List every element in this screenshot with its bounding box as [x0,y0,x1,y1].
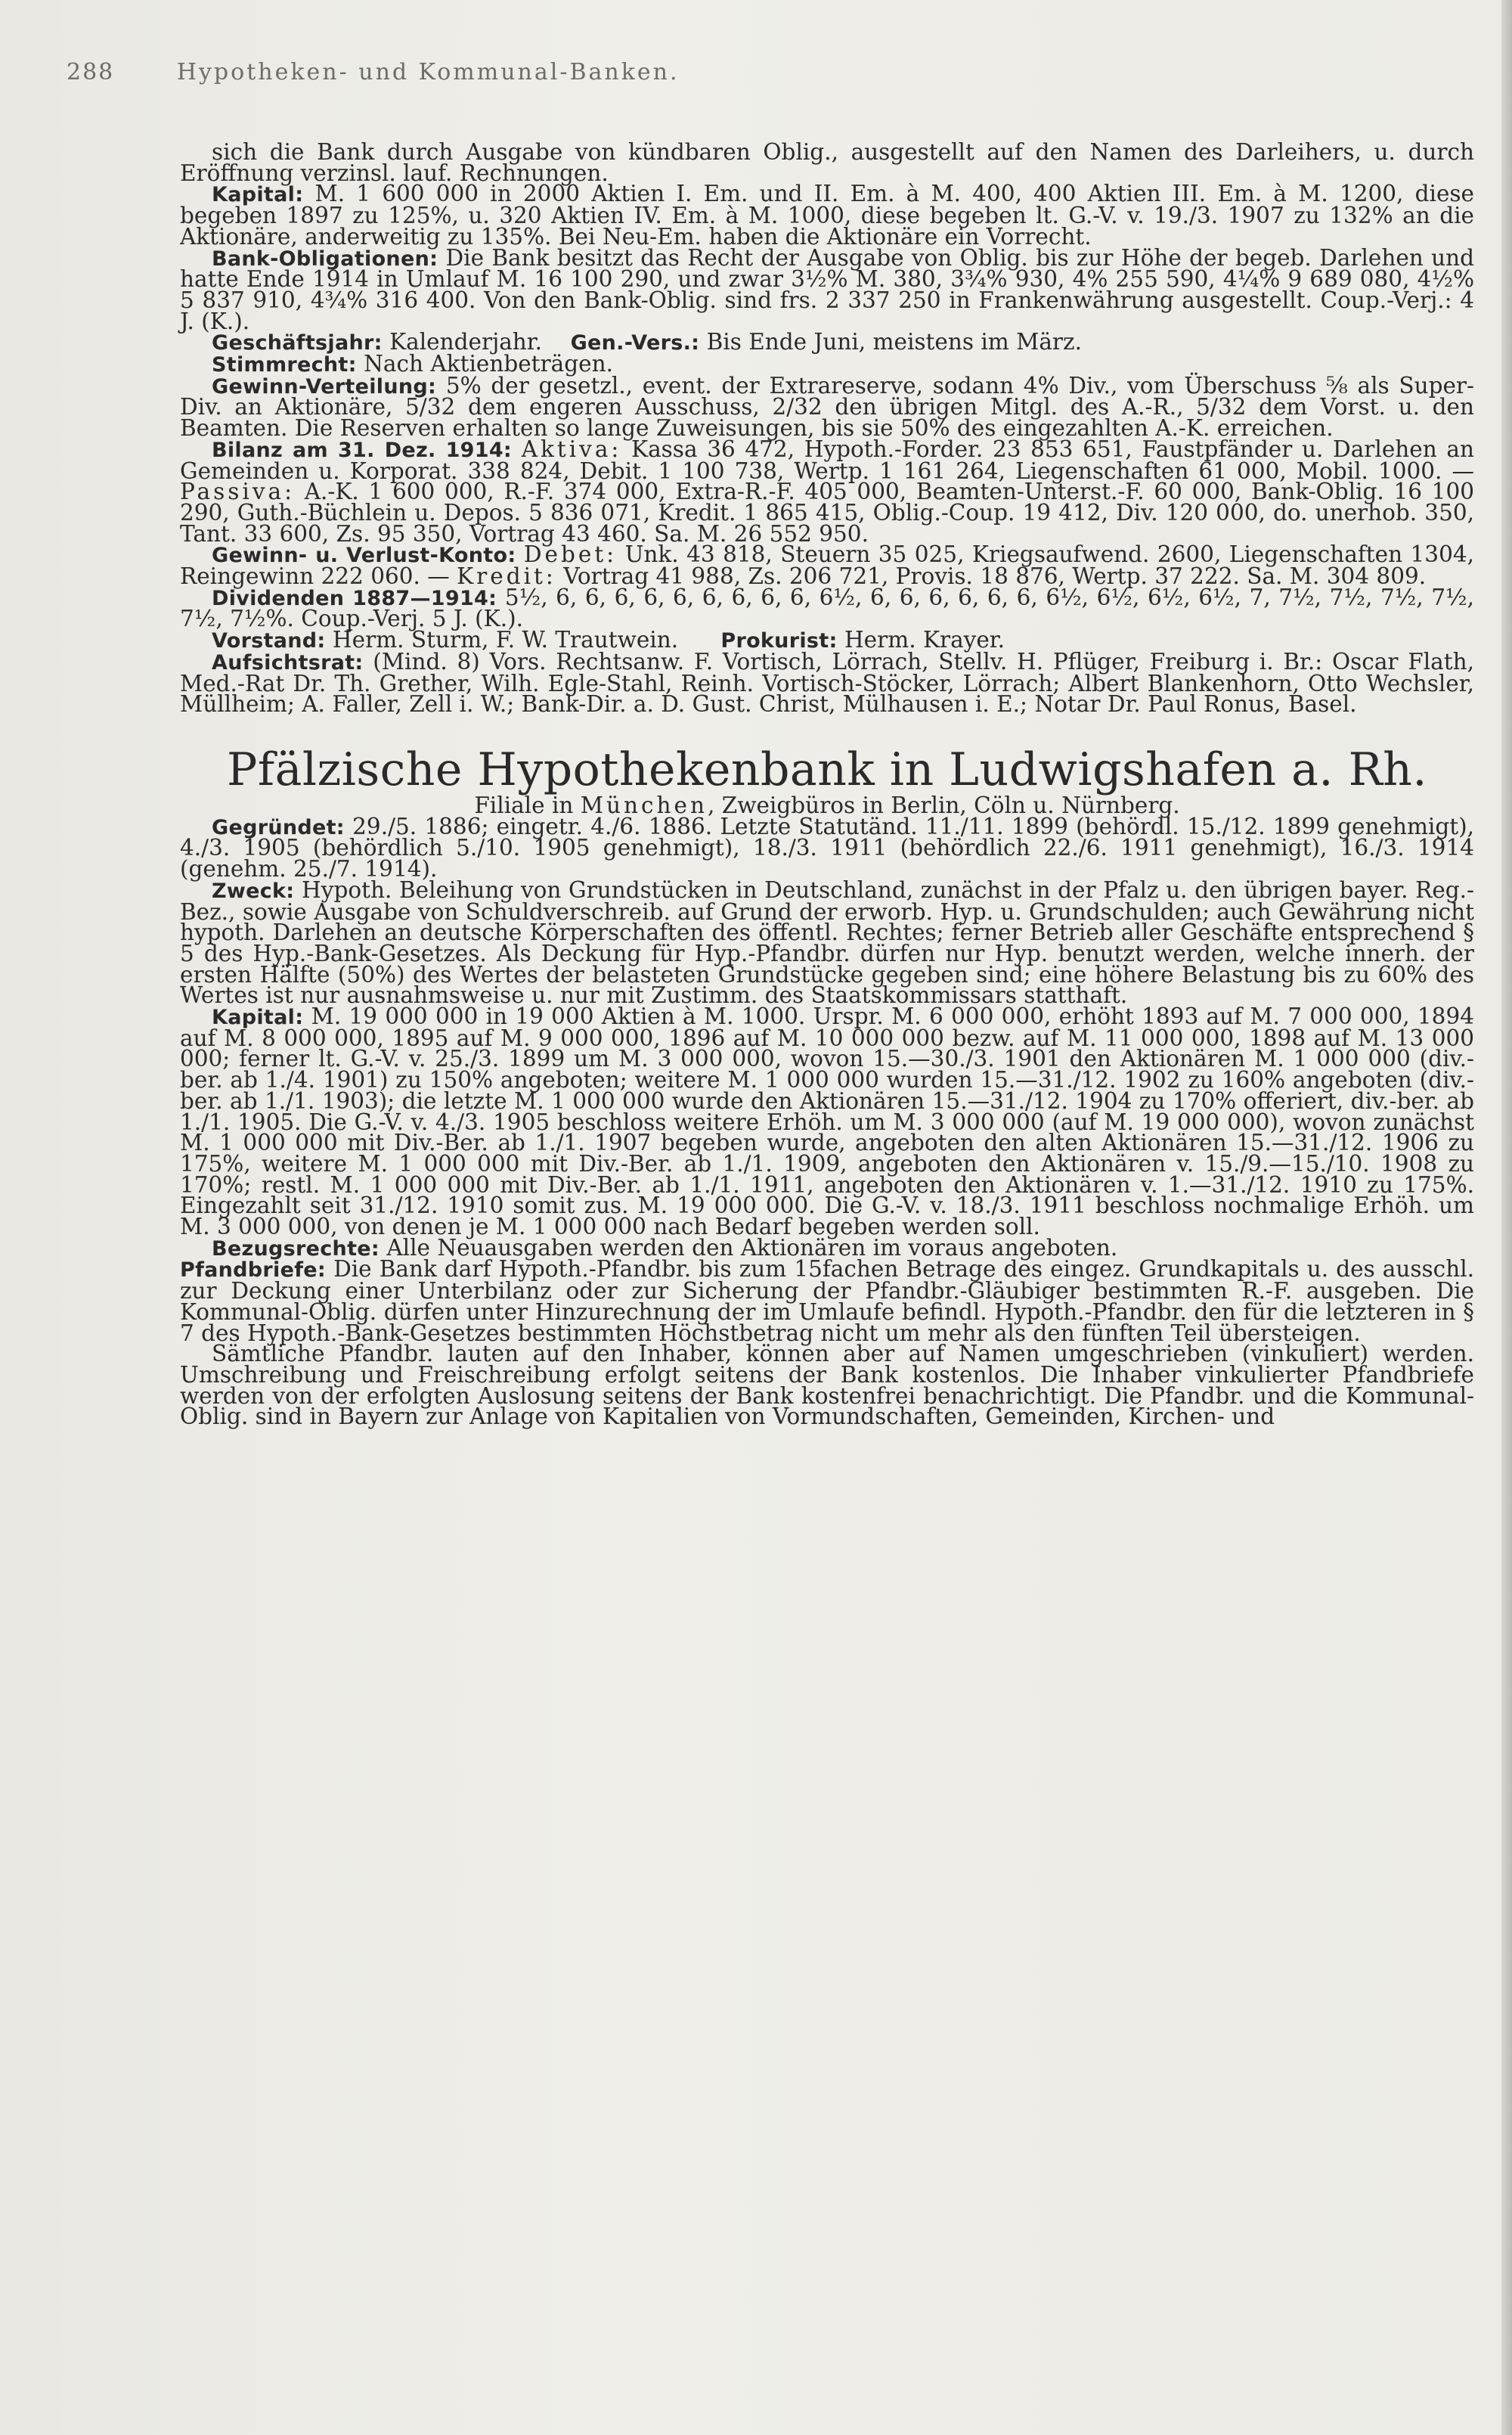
section1-intro: sich die Bank durch Ausgabe von kündbaren Oblig., ausgestellt auf den Namen des Darleihers, u. durch Eröffnung verzinsl. lauf. Rechnungen. [180,139,1474,186]
aufsichtsrat-text: (Mind. 8) Vors. Rechtsanw. F. Vortisch, Lörrach, Stellv. H. Pflüger, Freiburg i. Br.: Oscar Flath, Med.-Rat Dr. Th. Grether, Wilh. Egle-Stahl, Reinh. Vortisch-Stöcker, Lörrach; Albert Blankenhorn, Otto Wechsler, Müllheim; A. Faller, Zell i. W.; Bank-Dir. a. D. Gust. Christ, Mülhausen i. E.; Notar Dr. Paul Ronus, Basel. [180,648,1474,718]
section1-aufsichtsrat [180,648,1474,718]
prokurist-label: Prokurist: [720,629,838,653]
body-text [180,139,1474,1430]
filiale-city: München [580,792,708,818]
running-header [67,59,680,85]
debet-text: Unk. 43 818, Steuern 35 025, Kriegsaufwend. 2600, Liegenschaften 1304, Reingewinn 222 060. — [180,541,1474,590]
gegruendet-label: Gegründet: [212,815,345,839]
bezugsrechte-text: Alle Neuausgaben werden den Aktionären im voraus angeboten. [380,1234,1118,1261]
section2-pfandbriefe [180,1256,1474,1346]
bilanz-label: Bilanz am 31. Dez. 1914: [212,438,513,462]
pfandbriefe-text: Die Bank darf Hypoth.-Pfandbr. bis zum 15fachen Betrage des eingez. Grundkapitals u. des ausschl. zur Deckung einer Unterbilanz oder zur Sicherung der Pfandbr.-Gläubiger bestimmten R.-F. ausgeben. Die Kommunal-Oblig. dürfen unter Hinzurechnung der im Umlaufe befindl. Hypoth.-Pfandbr. den für die letzteren in § 7 des Hypoth.-Bank-Gesetzes bestimmten Höchstbetrag nicht um mehr als den fünften Teil übersteigen. [180,1256,1474,1346]
zweck-text: Hypoth. Beleihung von Grundstücken in Deutschland, zunächst in der Pfalz u. den übrigen bayer. Reg.-Bez., sowie Ausgabe von Schuldverschreib. auf Grund der erworb. Hyp. u. Grundschulden; auch Gewährung nicht hypoth. Darlehen an deutsche Körperschaften des öffentl. Rechtes; ferner Betrieb aller Geschäfte entsprechend § 5 des Hyp.-Bank-Gesetzes. Als Deckung für Hyp.-Pfandbr. dürfen nur Hyp. benutzt werden, welche innerh. der ersten Hälfte (50%) des Wertes der belasteten Grundstücke gegeben sind; eine höhere Belastung bis zu 60% des Wertes ist nur ausnahmsweise u. nur mit Zustimm. des Staatskommissars statthaft. [180,876,1474,1009]
section2-zweck [180,876,1474,1009]
gewinn-verteilung-label: Gewinn-Verteilung: [212,374,437,399]
kapital-text: M. 1 600 000 in 2000 Aktien I. Em. und II. Em. à M. 400, 400 Aktien III. Em. à M. 1200, diese begeben 1897 zu 125%, u. 320 Aktien IV. Em. à M. 1000, diese begeben lt. G.-V. v. 19./3. 1907 zu 132% an die Aktionäre, anderweitig zu 135%. Bei Neu-Em. haben die Aktionäre ein Vorrecht. [180,181,1474,250]
zweck-label: Zweck: [212,879,295,903]
gen-vers-label: Gen.-Vers.: [570,331,700,355]
aufsichtsrat-label: Aufsichtsrat: [212,650,364,675]
running-title: Hypotheken- und Kommunal-Banken. [176,59,680,85]
page-binding-edge [1501,0,1512,2435]
section1-gewinn-verlust [180,541,1474,590]
obligationen-text: Die Bank besitzt das Recht der Ausgabe von Oblig. bis zur Höhe der begeb. Darlehen und hatte Ende 1914 in Umlauf M. 16 100 290, und zwar 3½% M. 380, 3¾% 930, 4% 255 590, 4¼% 9 689 080, 4½% 5 837 910, 4¾% 316 400. Von den Bank-Oblig. sind frs. 2 337 250 in Frankenwährung ausgestellt. Coup.-Verj.: 4 J. (K.). [180,244,1474,334]
bezugsrechte-label: Bezugsrechte: [212,1236,380,1261]
geschaeftsjahr-label: Geschäftsjahr: [212,331,383,355]
kredit-label: Kredit: [457,563,556,590]
filiale-post: , Zweigbüros in Berlin, Cöln u. Nürnberg. [707,792,1180,818]
aktiva-text: Kassa 36 472, Hypoth.-Forder. 23 853 651, Faustpfänder u. Darlehen an Gemeinden u. Korporat. 338 824, Debit. 1 100 738, Wertp. 1 161 264, Liegenschaften 61 000, Mobil. 1000. — [180,436,1474,484]
vorstand-label: Vorstand: [212,629,326,653]
section1-obligationen [180,244,1474,334]
section1-dividenden [180,584,1474,632]
gen-vers-text: Bis Ende Juni, meistens im März. [699,329,1082,355]
kapital2-label: Kapital: [212,1006,304,1030]
section1-gewinn-verteilung [180,372,1474,442]
passiva-label: Passiva: [180,479,296,505]
gegruendet-text: 29./5. 1886; eingetr. 4./6. 1886. Letzte Statutänd. 11./11. 1899 (behördl. 15./12. 1899 genehmigt), 4./3. 1905 (behördlich 5./10. 1905 genehmigt), 18./3. 1911 (behördlich 22./6. 1911 genehmigt), 16./3. 1914 (genehm. 25./7. 1914). [180,813,1474,882]
stimmrecht-text: Nach Aktienbeträgen. [356,351,613,377]
geschaeftsjahr-text: Kalenderjahr. [382,329,543,355]
guv-label: Gewinn- u. Verlust-Konto: [212,544,516,568]
debet-label: Debet: [523,541,618,568]
section2-pfandbriefe-cont: Sämtliche Pfandbr. lauten auf den Inhaber, können aber auf Namen umgeschrieben (vinkuliert) werden. Umschreibung und Freischreibung erfolgt seitens der Bank kostenlos. Die Inhaber vinkulierter Pfandbriefe werden von der erfolgten Auslosung seitens der Bank kostenfrei benachrichtigt. Die Pfandbr. und die Kommunal-Oblig. sind in Bayern zur Anlage von Kapitalien von Vormundschaften, Gemeinden, Kirchen- und [180,1341,1474,1430]
vorstand-text: Herm. Sturm, F. W. Trautwein. [325,627,686,653]
section1-bilanz [180,436,1474,547]
filiale-pre: Filiale in [474,792,581,818]
obligationen-label: Bank-Obligationen: [212,247,438,271]
gewinn-verteilung-text: 5% der gesetzl., event. der Extrareserve, sodann 4% Div., vom Überschuss ⅝ als Super-Div. an Aktionäre, 5/32 dem engeren Ausschuss, 2/32 den übrigen Mitgl. des A.-R., 5/32 dem Vorst. u. den Beamten. Die Reserven erhalten so lange Zuweisungen, bis sie 50% des eingezahlten A.-K. erreichen. [180,372,1474,442]
dividenden-text: 5½, 6, 6, 6, 6, 6, 6, 6, 6, 6, 6½, 6, 6, 6, 6, 6, 6, 6½, 6½, 6½, 6½, 7, 7½, 7½, 7½, 7½, 7½, 7½%. Coup.-Verj. 5 J. (K.). [180,584,1474,632]
section2-gegruendet [180,813,1474,882]
section2-kapital [180,1003,1474,1240]
dividenden-label: Dividenden 1887—1914: [212,586,497,610]
pfandbriefe-label: Pfandbriefe: [180,1258,326,1283]
section1-kapital [180,181,1474,250]
stimmrecht-label: Stimmrecht: [212,353,357,377]
kapital2-text: M. 19 000 000 in 19 000 Aktien à M. 1000. Urspr. M. 6 000 000, erhöht 1893 auf M. 7 000 000, 1894 auf M. 8 000 000, 1895 auf M. 9 000 000, 1896 auf M. 10 000 000 bezw. auf M. 11 000 000, 1898 auf M. 13 000 000; ferner lt. G.-V. v. 25./3. 1899 um M. 3 000 000, wovon 15.—30./3. 1901 den Aktionären M. 1 000 000 (div.-ber. ab 1./4. 1901) zu 150% angeboten; weitere M. 1 000 000 wurden 15.—31./12. 1902 zu 160% angeboten (div.-ber. ab 1./1. 1903); die letzte M. 1 000 000 wurde den Aktionären 15.—31./12. 1904 zu 170% offeriert, div.-ber. ab 1./1. 1905. Die G.-V. v. 4./3. 1905 beschloss weitere Erhöh. um M. 3 000 000 (auf M. 19 000 000), wovon zunächst M. 1 000 000 mit Div.-Ber. ab 1./1. 1907 begeben wurde, angeboten den alten Aktionären 15.—31./12. 1906 zu 175%, weitere M. 1 000 000 mit Div.-Ber. ab 1./1. 1909, angeboten den Aktionären v. 15./9.—15./10. 1908 zu 170%; restl. M. 1 000 000 mit Div.-Ber. ab 1./1. 1911, angeboten den Aktionären v. 1.—31./12. 1910 zu 175%. Eingezahlt seit 31./12. 1910 somit zus. M. 19 000 000. Die G.-V. v. 18./3. 1911 beschloss nochmalige Erhöh. um M. 3 000 000, von denen je M. 1 000 000 nach Bedarf begeben werden soll. [180,1003,1474,1240]
kapital-label: Kapital: [212,183,304,207]
prokurist-text: Herm. Krayer. [837,627,1005,653]
kredit-text: Vortrag 41 988, Zs. 206 721, Provis. 18 876, Wertp. 37 222. Sa. M. 304 809. [556,563,1427,590]
page-number: 288 [67,59,115,85]
aktiva-label: Aktiva: [521,436,622,462]
section-title: Pfälzische Hypothekenbank in Ludwigshafen a. Rh. [227,743,1427,796]
passiva-text: A.-K. 1 600 000, R.-F. 374 000, Extra-R.-F. 405 000, Beamten-Unterst.-F. 60 000, Bank-Oblig. 16 100 290, Guth.-Büchlein u. Depos. 5 836 071, Kredit. 1 865 415, Oblig.-Coup. 19 412, Div. 120 000, do. unerhob. 350, Tant. 33 600, Zs. 95 350, Vortrag 43 460. Sa. M. 26 552 950. [180,479,1474,547]
